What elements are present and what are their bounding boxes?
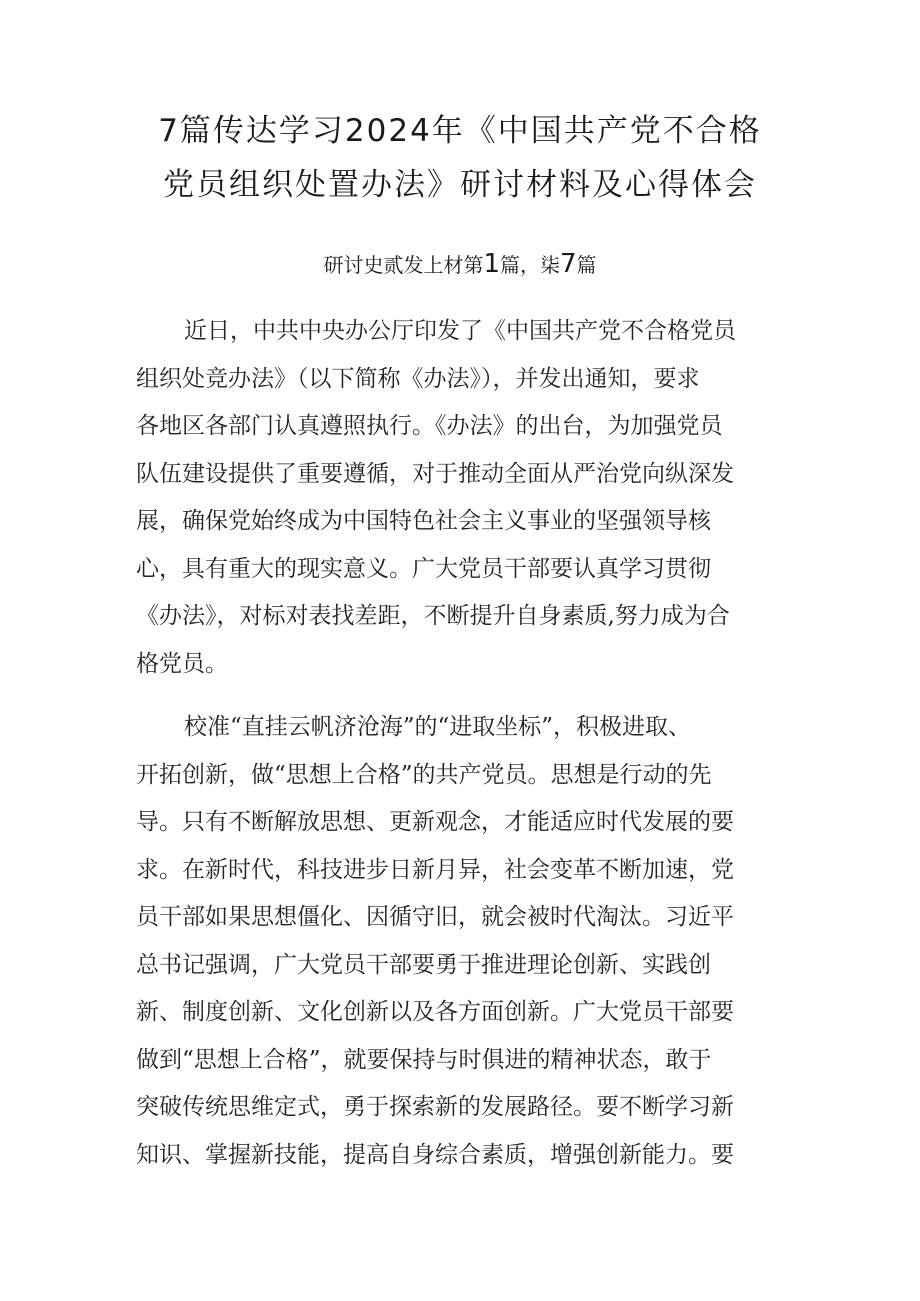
paragraph-line: 组织处竞办法》（以下简称《办法》），并发出通知，要求 — [136, 365, 700, 392]
paragraph-line: 校准“直挂云帆济沧海”的“进取坐标”，积极进取、 — [184, 714, 692, 740]
paragraph-line: 知识、掌握新技能，提高自身综合素质，增强创新能力。要 — [136, 1141, 734, 1168]
paragraph-line: 各地区各部门认真遵照执行。《办法》的出台，为加强党员 — [136, 413, 723, 439]
paragraph-line: 做到“思想上合格”，就要保持与时俱进的精神状态，敢于 — [136, 1046, 712, 1073]
paragraph-line: 员干部如果思想僵化、因循守旧，就会被时代淘汰。习近平 — [136, 904, 734, 930]
paragraph-line: 《办法》，对标对表找差距，不断提升自身素质,努力成为合 — [136, 603, 730, 629]
paragraph-line: 近日，中共中央办公厅印发了《中国共产党不合格党员 — [184, 318, 736, 344]
title-line-1: 7篇传达学习2024年《中国共产党不合格 — [158, 113, 762, 149]
paragraph-line: 格党员。 — [136, 650, 228, 677]
paragraph-line: 突破传统思维定式，勇于探索新的发展路径。要不断学习新 — [136, 1094, 734, 1120]
paragraph-1 — [136, 308, 796, 688]
paragraph-2 — [136, 704, 796, 1179]
paragraph-line: 队伍建设提供了重要遵循，对于推动全面从严治党向纵深发 — [136, 460, 734, 487]
document-subtitle — [0, 246, 920, 283]
paragraph-line: 开拓创新，做“思想上合格”的共产党员。思想是行动的先 — [136, 761, 712, 788]
paragraph-line: 心，具有重大的现实意义。广大党员干部要认真学习贯彻 — [136, 555, 711, 582]
paragraph-line: 总书记强调，广大党员干部要勇于推进理论创新、实践创 — [136, 951, 711, 978]
paragraph-line: 展，确保党始终成为中国特色社会主义事业的坚强领导核 — [136, 508, 711, 534]
subtitle-number-1: 1 — [483, 249, 500, 279]
title-line-2: 党员组织处置办法》研讨材料及心得体会 — [163, 167, 757, 203]
subtitle-suffix: 篇 — [576, 253, 597, 277]
paragraph-line: 求。在新时代，科技进步日新月异，社会变革不断加速，党 — [136, 856, 734, 883]
subtitle-prefix: 研讨史贰发上材第 — [323, 253, 484, 277]
paragraph-line: 导。只有不断解放思想、更新观念，才能适应时代发展的要 — [136, 809, 734, 835]
document-title — [0, 104, 920, 212]
subtitle-middle: 篇，柒 — [500, 253, 560, 277]
subtitle-number-2: 7 — [560, 249, 577, 279]
paragraph-line: 新、制度创新、文化创新以及各方面创新。广大党员干部要 — [136, 999, 734, 1025]
